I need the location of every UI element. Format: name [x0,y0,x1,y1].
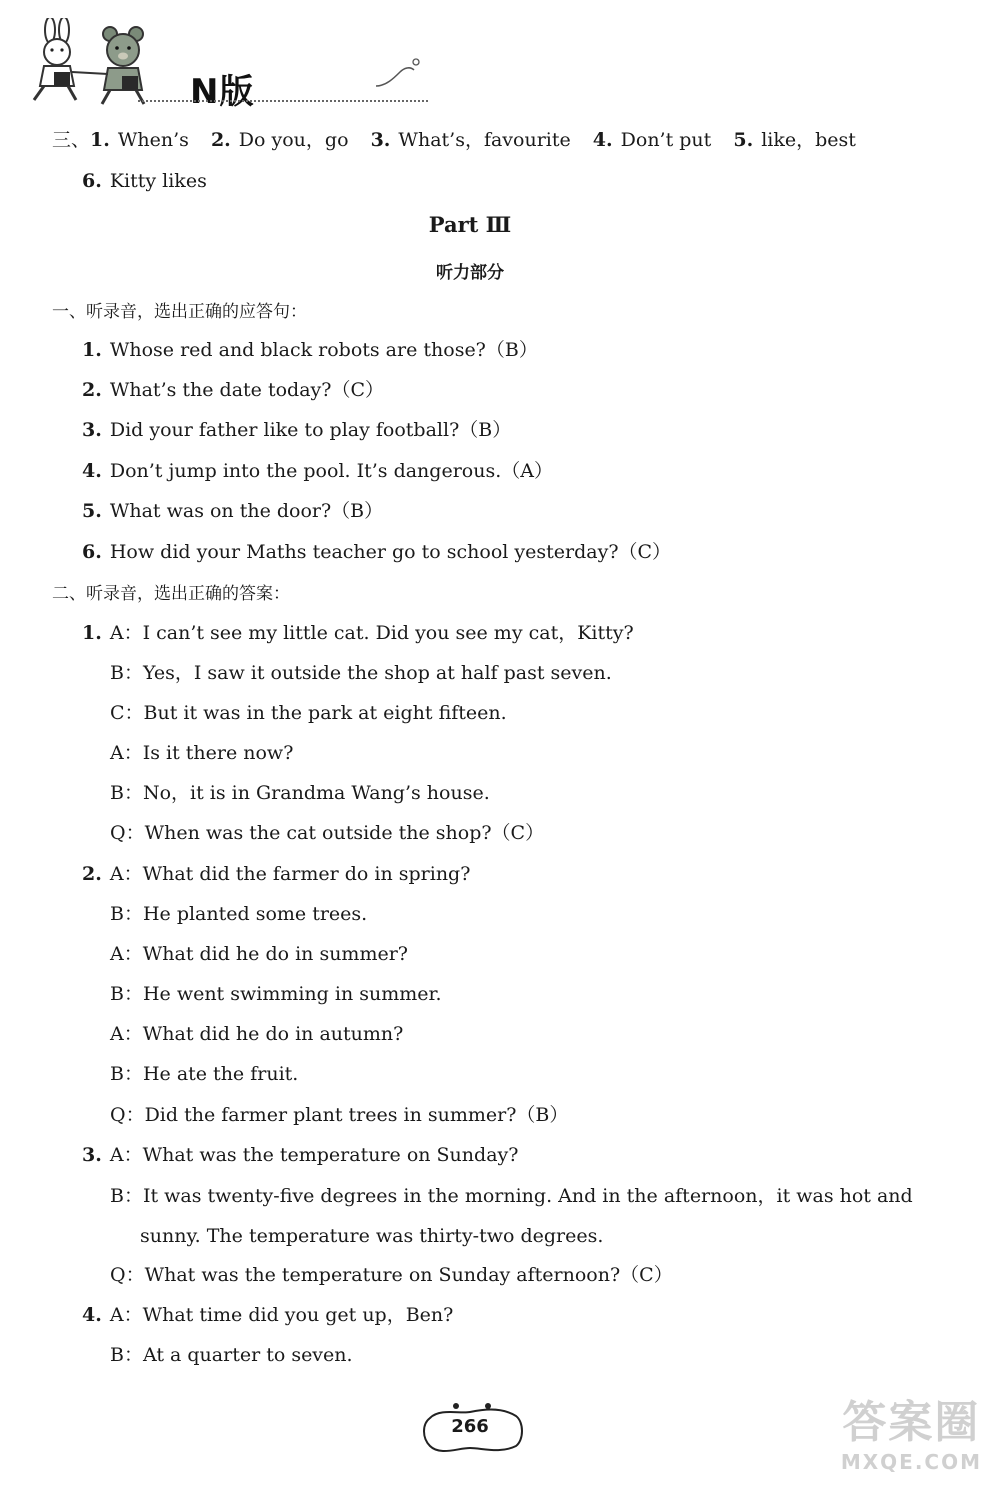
dialogue-line: A：What did he do in autumn? [110,1023,404,1045]
dialogue-line: B：He ate the fruit. [110,1063,299,1085]
dialogue-line: A：Is it there now? [110,742,294,764]
dialogue-line: Q：Did the farmer plant trees in summer?（B） [110,1104,569,1126]
listen1-heading: 一、听录音，选出正确的应答句： [52,302,307,322]
dialogue-line: sunny. The temperature was thirty-two degrees. [140,1225,604,1247]
section3-row1: 三、1. When’s 2. Do you，go 3. What’s，favourite 4. Don’t put 5. like，best [52,129,856,151]
page-header [20,18,440,112]
page-number-badge [420,1400,530,1458]
watermark-site: MXQE.COM [840,1450,982,1474]
part-title: Part Ⅲ [428,212,512,237]
dialogue-line: 2. A：What did the farmer do in spring? [82,863,471,885]
dialogue-line: 4. A：What time did you get up，Ben? [82,1304,454,1326]
listen2-heading: 二、听录音，选出正确的答案： [52,584,290,604]
edition-label: N版 [190,72,255,112]
dialogue-line: Q：What was the temperature on Sunday afternoon?（C） [110,1264,673,1286]
list-item: 4. Don’t jump into the pool. It’s dangerous.（A） [82,460,553,482]
list-item: 6. How did your Maths teacher go to school yesterday?（C） [82,541,672,563]
dialogue-line: A：What did he do in summer? [110,943,408,965]
watermark-main: 答案圈 [842,1397,981,1448]
swirl-icon [372,52,422,92]
dialogue-line: B：No，it is in Grandma Wang’s house. [110,782,490,804]
dialogue-line: B：He went swimming in summer. [110,983,442,1005]
dialogue-line: 3. A：What was the temperature on Sunday? [82,1144,519,1166]
dialogue-line: B：He planted some trees. [110,903,368,925]
list-item: 1. Whose red and black robots are those?（B） [82,339,538,361]
dialogue-line: B：Yes，I saw it outside the shop at half past seven. [110,662,612,684]
list-item: 2. What’s the date today?（C） [82,379,384,401]
dialogue-line: C：But it was in the park at eight fifteen. [110,702,507,724]
dialogue-line: 1. A：I can’t see my little cat. Did you see my cat，Kitty? [82,622,634,644]
mascot-illustration [20,18,170,108]
header-divider [138,100,428,102]
dialogue-line: B：It was twenty-five degrees in the morning. And in the afternoon，it was hot and [110,1185,913,1207]
list-item: 3. Did your father like to play football?（B） [82,419,512,441]
watermark [841,1386,982,1474]
dialogue-line: B：At a quarter to seven. [110,1344,353,1366]
part-subtitle: 听力部分 [436,263,504,283]
page-number: 266 [451,1416,489,1437]
list-item: 5. What was on the door?（B） [82,500,384,522]
dialogue-line: Q：When was the cat outside the shop?（C） [110,822,545,844]
section3-row2: 6. Kitty likes [82,170,207,192]
